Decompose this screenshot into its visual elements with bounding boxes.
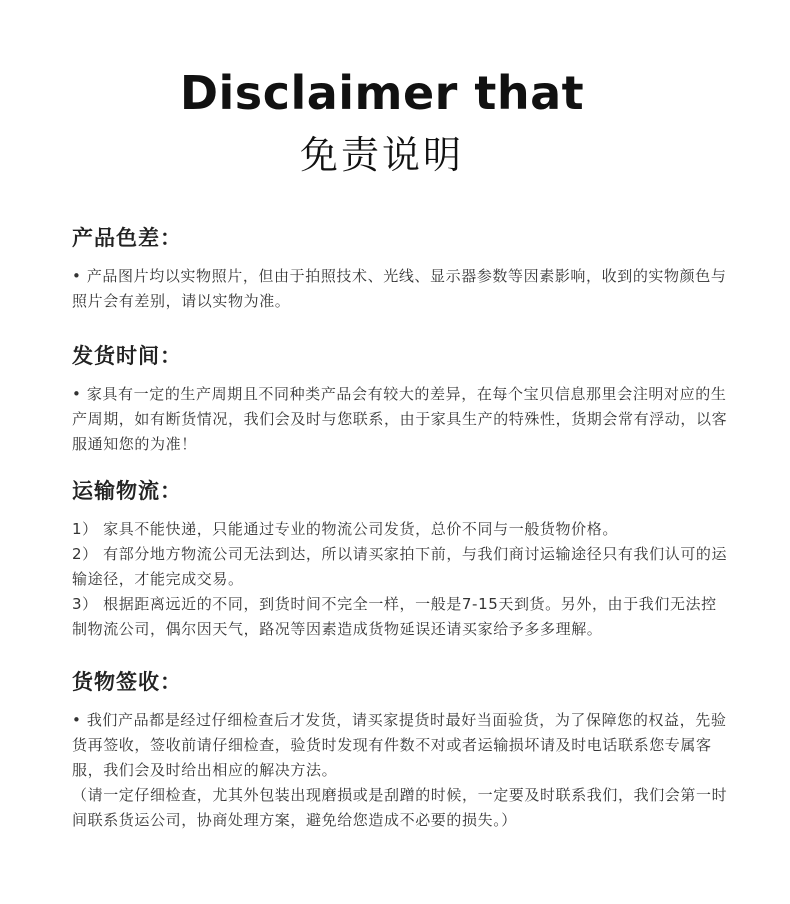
section-paragraph: • 产品图片均以实物照片，但由于拍照技术、光线、显示器参数等因素影响，收到的实物颜色与照片会有差别，请以实物为准。 — [72, 267, 727, 310]
section-title: 产品色差： — [72, 226, 182, 250]
section-paragraph: 2） 有部分地方物流公司无法到达，所以请买家拍下前，与我们商讨运输途径只有我们认可的运输途径，才能完成交易。 — [72, 545, 728, 588]
section-title: 货物签收： — [72, 670, 182, 694]
section-paragraph: 1） 家具不能快递，只能通过专业的物流公司发货，总价不同与一般货物价格。 — [72, 520, 618, 538]
section-paragraph: 3） 根据距离远近的不同，到货时间不完全一样，一般是7-15天到货。另外，由于我们无法控制物流公司，偶尔因天气，路况等因素造成货物延误还请买家给予多多理解。 — [72, 595, 717, 638]
section-color-difference — [72, 222, 732, 314]
section-title: 发货时间： — [72, 344, 182, 368]
section-paragraph: （请一定仔细检查，尤其外包装出现磨损或是刮蹭的时候，一定要及时联系我们，我们会第一时间联系货运公司，协商处理方案，避免给您造成不必要的损失。） — [72, 786, 728, 829]
page-title-chinese: 免责说明 — [299, 133, 464, 177]
section-title: 运输物流： — [72, 479, 182, 503]
disclaimer-content — [72, 222, 732, 833]
section-paragraph: • 家具有一定的生产周期且不同种类产品会有较大的差异，在每个宝贝信息那里会注明对应的生产周期，如有断货情况，我们会及时与您联系，由于家具生产的特殊性，货期会常有浮动，以客服通知您的为准！ — [72, 385, 728, 453]
section-shipping-time — [72, 340, 732, 457]
section-logistics — [72, 475, 732, 642]
section-paragraph: • 我们产品都是经过仔细检查后才发货，请买家提货时最好当面验货，为了保障您的权益，先验货再签收，签收前请仔细检查，验货时发现有件数不对或者运输损坏请及时电话联系您专属客服，我们会及时给出相应的解决方法。 — [72, 711, 727, 779]
page-title-english: Disclaimer that — [179, 66, 585, 120]
section-goods-receipt — [72, 666, 732, 833]
